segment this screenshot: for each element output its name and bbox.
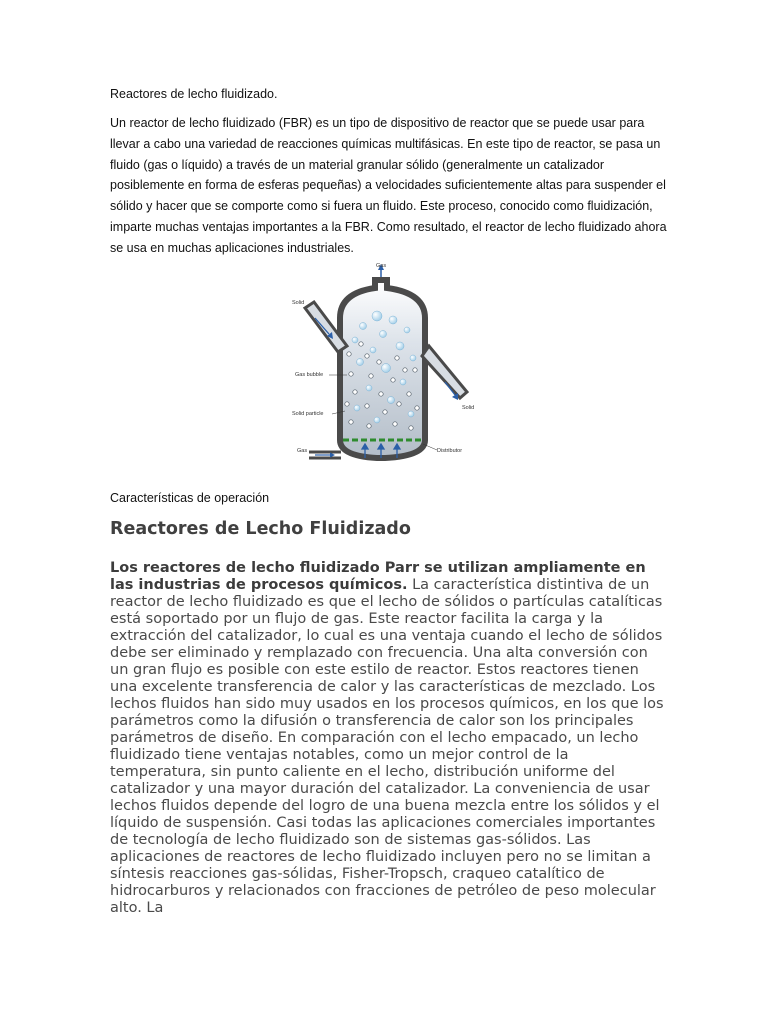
intro-paragraph: Un reactor de lecho fluidizado (FBR) es un tipo de dispositivo de reactor que se puede usar para llevar a cabo una variedad de reacciones químicas multifásicas. En este tipo de reactor, se pasa un fluido (gas o líquido) a través de un material granular sólido (generalmente un catalizador posiblemente en forma de esferas pequeñas) a velocidades suficientemente altas para suspender el sólido y hacer que se comporte como si fuera un fluido. Este proceso, conocido como fluidización, imparte muchas ventajas importantes a la FBR. Como resultado, el reactor de lecho fluidizado ahora se usa en muchas aplicaciones industriales. [110, 116, 667, 255]
solid-outlet-pipe [422, 346, 467, 400]
label-solid-out: Solid [462, 405, 475, 411]
body-lead: Los reactores de lecho fluidizado Parr se utilizan ampliamente en las industrias de procesos químicos. [110, 560, 646, 593]
label-solid-particle: Solid particle [292, 411, 324, 417]
body-paragraph [110, 560, 666, 917]
section-title: Reactores de Lecho Fluidizado [110, 519, 411, 539]
label-gas-bubble: Gas bubble [295, 372, 324, 378]
document-title: Reactores de lecho fluidizado. [110, 87, 278, 101]
label-gas-top: Gas [376, 263, 387, 269]
gas-inlet-pipe [309, 452, 341, 458]
label-distributor: Distributor [437, 448, 463, 454]
fluidized-bed-reactor-diagram [285, 258, 485, 470]
operation-heading: Características de operación [110, 491, 270, 505]
label-gas-in: Gas [297, 448, 308, 454]
label-solid-in: Solid [292, 300, 305, 306]
body-text: La característica distintiva de un reactor de lecho fluidizado es que el lecho de sólidos o partículas catalíticas está soportado por un flujo de gas. Este reactor facilita la carga y la extracción del catalizador, lo cual es una ventaja cuando el lecho de sólidos debe ser eliminado y remplazado con frecuencia. Una alta conversión con un gran flujo es posible con este estilo de reactor. Estos reactores tienen una excelente transferencia de calor y las características de mezclado. Los lechos fluidos han sido muy usados en los procesos químicos, en los que los parámetros como la difusión o transferencia de calor son los principales parámetros de diseño. En comparación con el lecho empacado, un lecho fluidizado tiene ventajas notables, como un mejor control de la temperatura, sin punto caliente en el lecho, distribución uniforme del catalizador y una mayor duración del catalizador. La conveniencia de usar lechos fluidos depende del logro de una buena mezcla entre los sólidos y el líquido de suspensión. Casi todas las aplicaciones comerciales importantes de tecnología de lecho fluidizado son de sistemas gas-sólidos. Las aplicaciones de reactores de lecho fluidizado incluyen pero no se limitan a síntesis reacciones gas-sólidas, Fisher-Tropsch, craqueo catalítico de hidrocarburos y relacionados con fracciones de petróleo de peso molecular alto. La [110, 577, 664, 916]
